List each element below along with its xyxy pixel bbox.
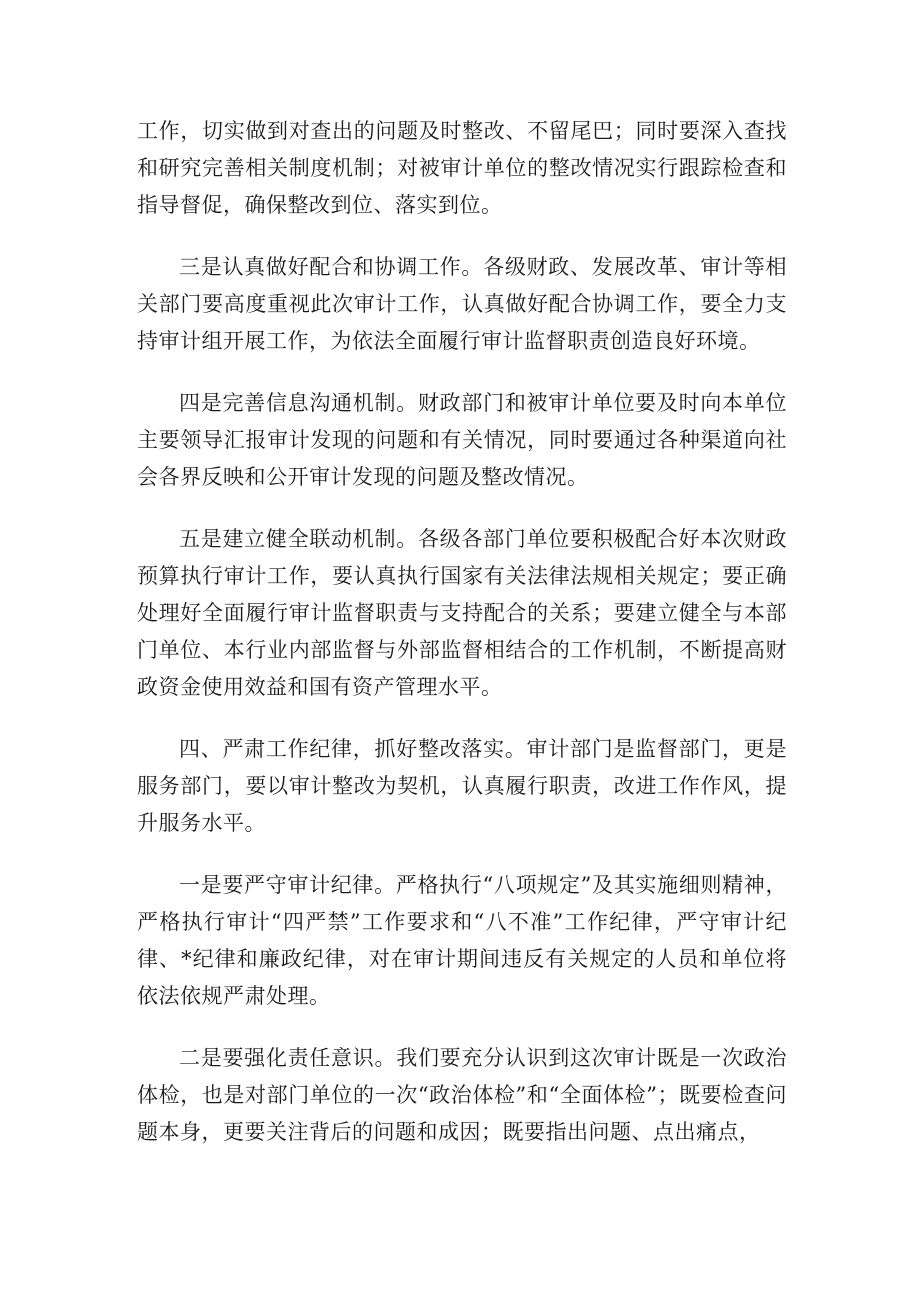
paragraph-responsibility: 二是要强化责任意识。我们要充分认识到这次审计既是一次政治体检，也是对部门单位的一次“政治体检”和“全面体检”；既要检查问题本身，更要关注背后的问题和成因；既要指出问题、点出痛点， bbox=[137, 1046, 787, 1144]
paragraph-section-four: 四、严肃工作纪律，抓好整改落实。审计部门是监督部门，更是服务部门，要以审计整改为契机，认真履行职责，改进工作作风，提升服务水平。 bbox=[137, 737, 787, 835]
paragraph-discipline: 一是要严守审计纪律。严格执行“八项规定”及其实施细则精神，严格执行审计“四严禁”工作要求和“八不准”工作纪律，严守审计纪律、*纪律和廉政纪律，对在审计期间违反有关规定的人员和单位将依法依规严肃处理。 bbox=[137, 873, 787, 1008]
paragraph-communication: 四是完善信息沟通机制。财政部门和被审计单位要及时向本单位主要领导汇报审计发现的问题和有关情况，同时要通过各种渠道向社会各界反映和公开审计发现的问题及整改情况。 bbox=[137, 391, 787, 489]
paragraph-continuation: 工作，切实做到对查出的问题及时整改、不留尾巴；同时要深入查找和研究完善相关制度机制；对被审计单位的整改情况实行跟踪检查和指导督促，确保整改到位、落实到位。 bbox=[137, 119, 787, 217]
paragraph-coordination: 三是认真做好配合和协调工作。各级财政、发展改革、审计等相关部门要高度重视此次审计工作，认真做好配合协调工作，要全力支持审计组开展工作，为依法全面履行审计监督职责创造良好环境。 bbox=[137, 255, 787, 353]
document-body bbox=[137, 113, 787, 1151]
paragraph-linkage: 五是建立健全联动机制。各级各部门单位要积极配合好本次财政预算执行审计工作，要认真执行国家有关法律法规相关规定；要正确处理好全面履行审计监督职责与支持配合的关系；要建立健全与本部门单位、本行业内部监督与外部监督相结合的工作机制，不断提高财政资金使用效益和国有资产管理水平。 bbox=[137, 527, 787, 699]
